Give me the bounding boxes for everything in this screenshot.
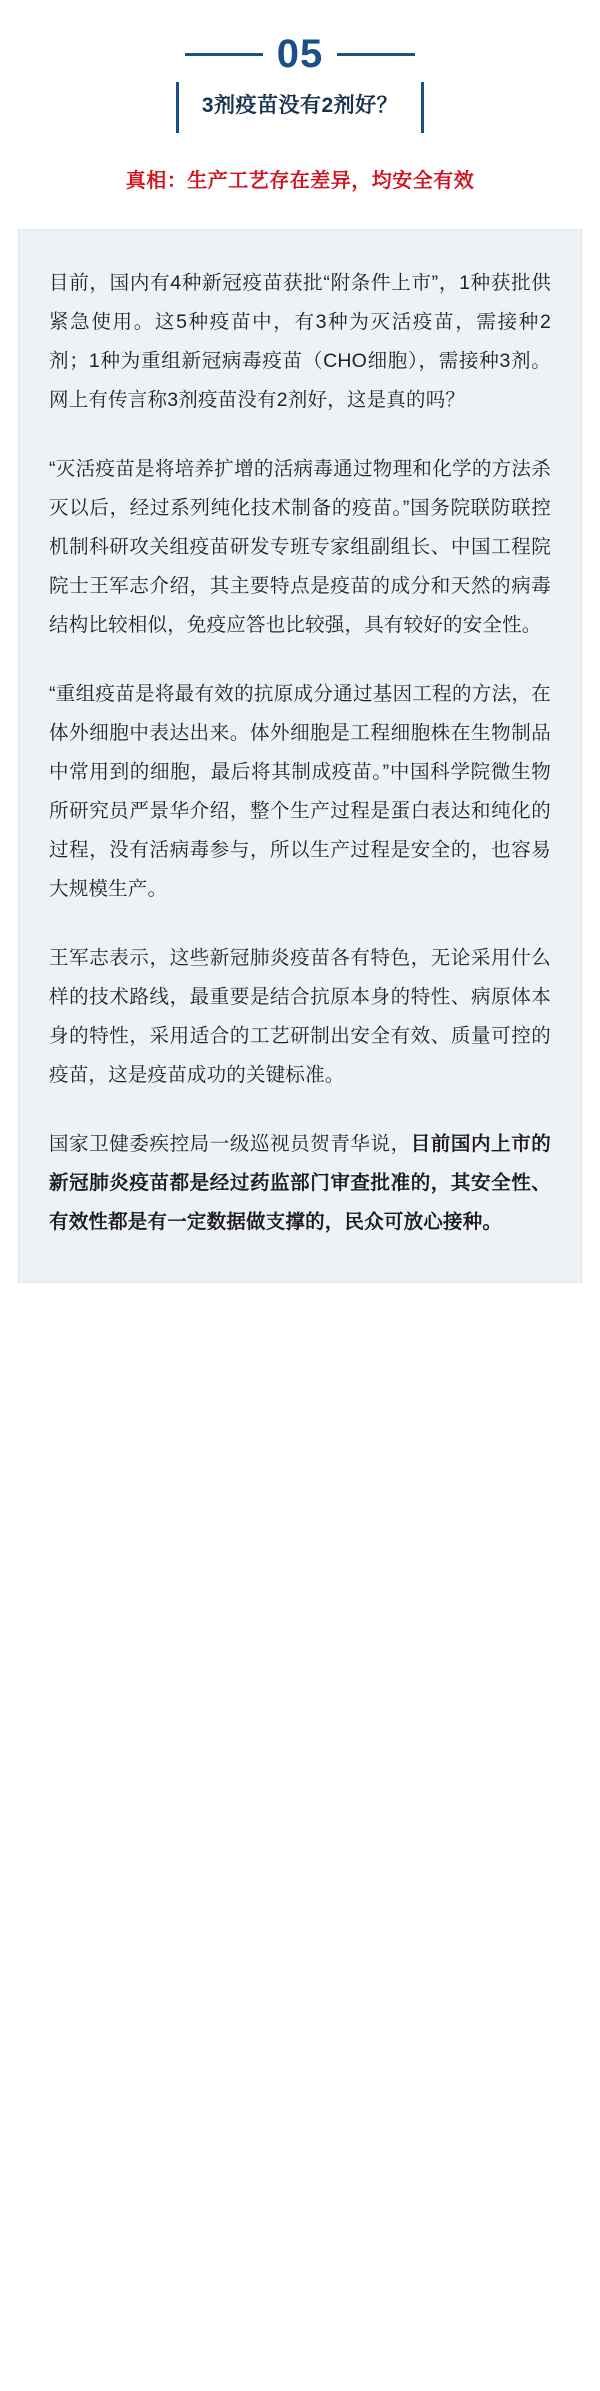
rule-right-decoration [337, 53, 415, 56]
paragraph-1: 目前，国内有4种新冠疫苗获批“附条件上市”，1种获批供紧急使用。这5种疫苗中，有3种为灭活疫苗，需接种2剂；1种为重组新冠病毒疫苗（CHO细胞），需接种3剂。网上有传言称3剂疫苗没有2剂好，这是真的吗？ [49, 272, 551, 412]
section-title-box [176, 82, 424, 133]
article-header [0, 0, 600, 195]
paragraph-2: “灭活疫苗是将培养扩增的活病毒通过物理和化学的方法杀灭以后，经过系列纯化技术制备的疫苗。”国务院联防联控机制科研攻关组疫苗研发专班专家组副组长、中国工程院院士王军志介绍，其主要特点是疫苗的成分和天然的病毒结构比较相似，免疫应答也比较强，具有较好的安全性。 [49, 458, 551, 637]
rule-left-decoration [185, 53, 263, 56]
section-number-row [0, 34, 600, 74]
article-body-card [18, 229, 582, 1283]
section-title: 3剂疫苗没有2剂好？ [201, 94, 399, 117]
paragraph-5-lead: 国家卫健委疾控局一级巡视员贺青华说， [49, 1133, 411, 1156]
paragraph-5 [49, 1125, 551, 1242]
truth-statement: 真相：生产工艺存在差异，均安全有效 [125, 170, 475, 193]
paragraph-5-emphasis: 目前国内上市的新冠肺炎疫苗都是经过药监部门审查批准的，其安全性、有效性都是有一定数据做支撑的，民众可放心接种。 [49, 1133, 551, 1234]
paragraph-4: 王军志表示，这些新冠肺炎疫苗各有特色，无论采用什么样的技术路线，最重要是结合抗原本身的特性、病原体本身的特性，采用适合的工艺研制出安全有效、质量可控的疫苗，这是疫苗成功的关键标准。 [49, 947, 551, 1087]
paragraph-3: “重组疫苗是将最有效的抗原成分通过基因工程的方法，在体外细胞中表达出来。体外细胞是工程细胞株在生物制品中常用到的细胞，最后将其制成疫苗。”中国科学院微生物所研究员严景华介绍，整个生产过程是蛋白表达和纯化的过程，没有活病毒参与，所以生产过程是安全的，也容易大规模生产。 [49, 683, 551, 901]
section-number: 05 [276, 32, 324, 76]
